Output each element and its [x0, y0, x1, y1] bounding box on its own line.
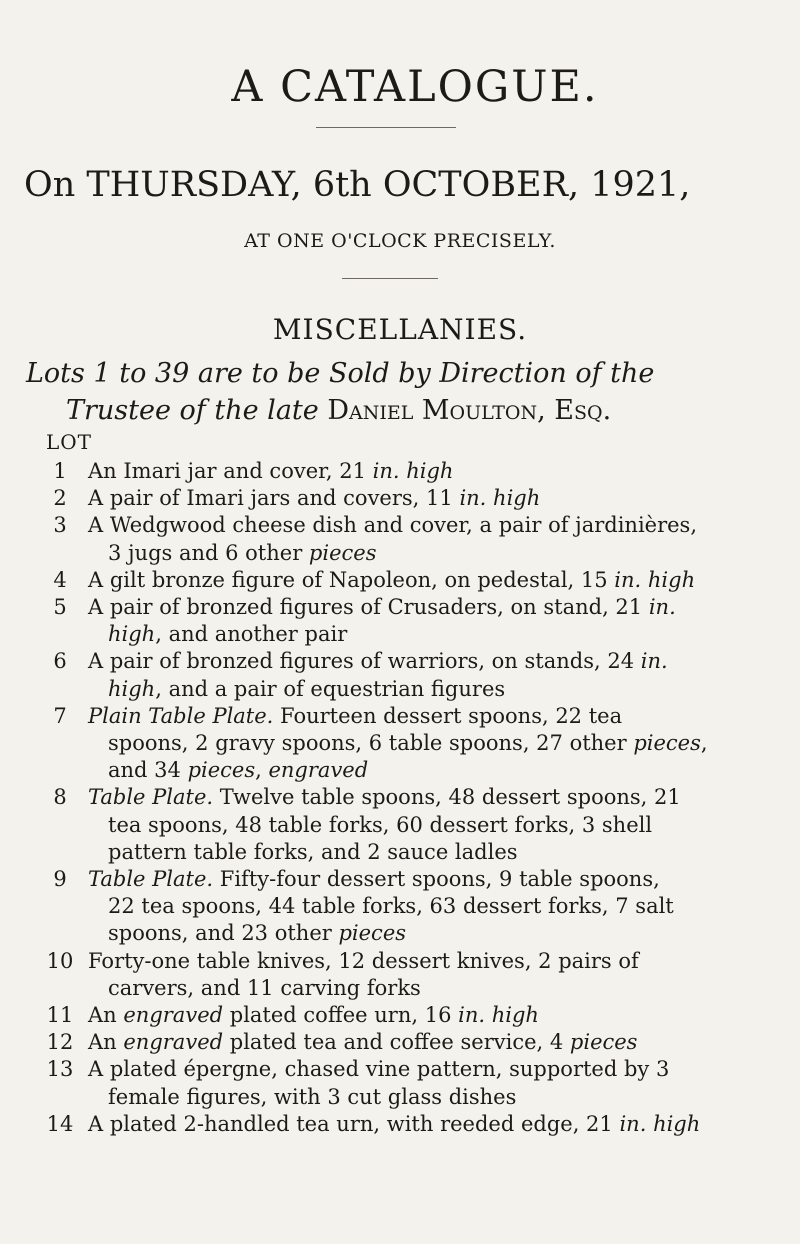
lot-number: 3 — [53, 513, 67, 538]
lot-item — [40, 784, 780, 866]
lot-item — [40, 648, 780, 702]
lot-description-line: A pair of Imari jars and covers, 11 in. high — [88, 486, 541, 511]
lot-number: 2 — [53, 486, 67, 511]
sale-direction — [26, 355, 786, 429]
lot-item — [40, 948, 780, 1002]
lot-number: 10 — [46, 948, 74, 973]
lot-description-line: female figures, with 3 cut glass dishes — [108, 1084, 517, 1109]
lot-description — [80, 866, 780, 948]
lot-item — [40, 1111, 780, 1138]
lot-number: 11 — [46, 1003, 74, 1028]
trustee-suffix: Esq. — [554, 395, 612, 426]
lot-number: 12 — [46, 1030, 74, 1055]
sale-time: AT ONE O'CLOCK PRECISELY. — [244, 230, 556, 252]
lot-description — [80, 512, 780, 566]
lot-description-line: pattern table forks, and 2 sauce ladles — [108, 839, 518, 864]
lot-item — [40, 1056, 780, 1110]
lot-description-line: and 34 pieces, engraved — [108, 758, 369, 783]
lot-description-line: Table Plate. Twelve table spoons, 48 dessert spoons, 21 — [88, 785, 681, 810]
lot-description — [80, 567, 780, 594]
direction-line-2 — [26, 392, 786, 429]
lot-number: 6 — [53, 649, 67, 674]
lot-number: 9 — [53, 867, 67, 892]
lot-description-line: 3 jugs and 6 other pieces — [108, 540, 377, 565]
lot-description — [80, 485, 780, 512]
lot-description — [80, 1002, 780, 1029]
lot-item — [40, 594, 780, 648]
lot-number: 5 — [53, 595, 67, 620]
lot-description — [80, 648, 780, 702]
lot-number: 7 — [53, 703, 67, 728]
lot-number: 8 — [53, 785, 67, 810]
lot-description-line: tea spoons, 48 table forks, 60 dessert forks, 3 shell — [108, 812, 653, 837]
lot-number: 13 — [46, 1057, 74, 1082]
lot-item — [40, 567, 780, 594]
lot-item — [40, 485, 780, 512]
direction-trustee-text: Trustee of the late — [66, 395, 319, 426]
lot-column-label: LOT — [46, 430, 93, 454]
section-heading: MISCELLANIES. — [272, 313, 528, 346]
lot-description-line: A plated 2-handled tea urn, with reeded edge, 21 in. high — [88, 1111, 701, 1136]
sale-date: On THURSDAY, 6th OCTOBER, 1921, — [24, 165, 691, 205]
lot-description-line: An Imari jar and cover, 21 in. high — [88, 459, 454, 483]
lot-description-line: spoons, and 23 other pieces — [108, 921, 407, 946]
lot-description — [80, 703, 780, 785]
lot-description-line: A pair of bronzed figures of Crusaders, on stand, 21 in. — [88, 595, 676, 620]
lot-number: 1 — [53, 459, 67, 483]
lot-description-line: carvers, and 11 carving forks — [108, 975, 421, 1000]
lot-description — [80, 1056, 780, 1110]
lot-description-line: A plated épergne, chased vine pattern, supported by 3 — [88, 1057, 670, 1082]
title-divider — [316, 127, 456, 128]
lot-description-line: spoons, 2 gravy spoons, 6 table spoons, 27 other pieces, — [108, 731, 708, 756]
lot-description-line: high, and another pair — [108, 622, 348, 647]
direction-line-1: Lots 1 to 39 are to be Sold by Direction of the — [26, 358, 655, 389]
lot-item — [40, 458, 780, 485]
lot-description — [80, 784, 780, 866]
lot-item — [40, 1002, 780, 1029]
lot-item — [40, 1029, 780, 1056]
lot-description-line: An engraved plated tea and coffee service, 4 pieces — [88, 1030, 638, 1055]
lot-description-line: Plain Table Plate. Fourteen dessert spoons, 22 tea — [88, 703, 623, 728]
trustee-name: Daniel Moulton, — [327, 395, 546, 426]
lot-number: 14 — [46, 1111, 74, 1136]
lot-description — [80, 458, 780, 485]
time-divider — [342, 278, 438, 279]
lot-description — [80, 1111, 780, 1138]
lot-description-line: A gilt bronze figure of Napoleon, on pedestal, 15 in. high — [88, 567, 696, 592]
page-title: A CATALOGUE. — [231, 62, 599, 112]
lot-list — [40, 458, 780, 1138]
lot-description-line: An engraved plated coffee urn, 16 in. high — [88, 1003, 539, 1028]
lot-description — [80, 594, 780, 648]
lot-description-line: Forty-one table knives, 12 dessert knives, 2 pairs of — [88, 948, 639, 973]
lot-description — [80, 1029, 780, 1056]
lot-description-line: high, and a pair of equestrian figures — [108, 676, 506, 701]
lot-description-line: Table Plate. Fifty-four dessert spoons, 9 table spoons, — [88, 867, 660, 892]
lot-number: 4 — [53, 567, 67, 592]
lot-description-line: A pair of bronzed figures of warriors, on stands, 24 in. — [88, 649, 668, 674]
lot-item — [40, 703, 780, 785]
lot-description-line: A Wedgwood cheese dish and cover, a pair of jardinières, — [88, 513, 697, 538]
lot-item — [40, 866, 780, 948]
lot-description-line: 22 tea spoons, 44 table forks, 63 dessert forks, 7 salt — [108, 894, 674, 919]
lot-description — [80, 948, 780, 1002]
lot-item — [40, 512, 780, 566]
